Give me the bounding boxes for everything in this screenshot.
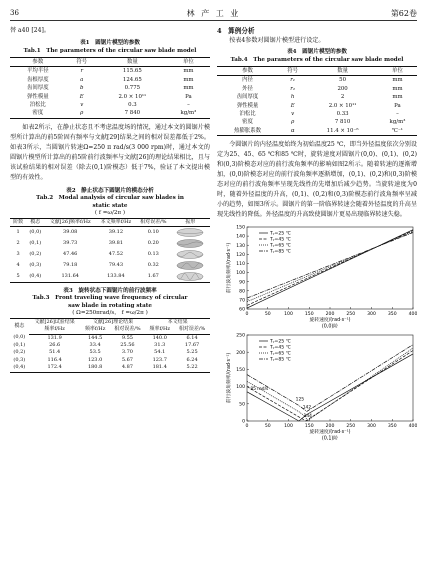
y-tick-label: 150 xyxy=(236,368,245,374)
table1-caption-cn: 表1 圆锯片模型的参数 xyxy=(80,40,140,46)
y-tick-label: 50 xyxy=(239,402,245,408)
paragraph-analysis: 令圆锯片的内径温度始终为初始温度25 ℃，即当外径温度依次分别设定为25、45、65 ℃和85 ℃时，旋转速度对圆锯片(0,0)、(0,1)、(0,2)和(0,3)阶模态对应的前行波角频率的影响如图2所示。随着转速的逐渐增加，(0,0)阶模态对应的前行波角频率逐渐增加，(0,1)、(0,2)和(0,3)阶模态对应的前行波角频率呈现先线性的先增加后减少趋势。当旋转速度为0时，随着外径温度的升高，(0,1)、(0,2)和(0,3)阶模态前行波角频率呈减小的趋势，如图3所示。圆锯片的第一阶临界转速会随着外径温度的升高呈现先线性的降低。外径温度的升高致使圆锯片更易出现临界转速失稳。 xyxy=(217,141,417,219)
series-line xyxy=(247,354,413,421)
table-cell: ρ xyxy=(291,119,295,126)
table-cell: 5.67 xyxy=(121,356,133,363)
table-cell: 79.43 xyxy=(108,261,124,268)
chart-caption: (0,0)阶 xyxy=(321,324,339,330)
x-tick-label: 350 xyxy=(387,312,397,318)
table-cell: 39.73 xyxy=(63,239,78,246)
table3-caption-en1: Tab.3 Front traveling wave frequency of circular xyxy=(32,295,188,302)
table-row xyxy=(10,364,210,372)
table-cell: 47.52 xyxy=(108,250,124,257)
table-row xyxy=(10,334,210,342)
table-cell: 200 xyxy=(337,85,348,92)
table-cell: mm xyxy=(392,94,403,101)
table-cell: 31.3 xyxy=(154,342,166,349)
table-cell: 123.7 xyxy=(152,356,167,363)
table-cell: b xyxy=(80,85,84,92)
y-axis-label: 前行波角频率/(rad·s⁻¹) xyxy=(227,242,232,294)
table-header: 本文频率f/Hz xyxy=(96,218,136,226)
table4-caption-cn: 表4 圆锯片模型的参数 xyxy=(287,49,347,55)
table-cell: 平均半径 xyxy=(27,68,49,75)
table-cell: h xyxy=(290,94,295,101)
table-cell: 1 xyxy=(16,228,20,235)
table-cell: mm xyxy=(183,76,194,83)
table3 xyxy=(10,318,210,373)
x-tick-label: 100 xyxy=(284,312,293,318)
legend-entry: Tᵧ=25 ℃ xyxy=(270,339,291,345)
legend-entry: Tᵧ=45 ℃ xyxy=(270,237,291,243)
journal-name: 林 产 工 业 xyxy=(186,9,241,18)
table-cell: 33.4 xyxy=(89,342,101,349)
table-cell: 2.0 × 10¹¹ xyxy=(328,102,357,109)
table-header: 参数 xyxy=(217,67,278,76)
table-cell: 齿间厚度 xyxy=(236,94,259,101)
table-cell: 11.4 × 10⁻⁶ xyxy=(307,127,378,136)
page-header xyxy=(10,6,417,21)
y-tick-label: 150 xyxy=(236,225,245,231)
table-cell: 3 xyxy=(16,250,20,257)
legend-entry: Tᵧ=25 ℃ xyxy=(270,231,291,237)
table-cell: 54.1 xyxy=(154,349,166,356)
table-cell: v xyxy=(291,111,295,118)
table3-caption-cn: 表3 旋转状态下圆锯片的前行波频率 xyxy=(63,287,157,294)
table-cell: 0.3 xyxy=(128,102,137,109)
mode-shape-image xyxy=(171,260,210,271)
legend-entry: Tᵧ=85 ℃ xyxy=(270,249,291,255)
mode-shape-icon xyxy=(175,271,205,282)
x-tick-label: 250 xyxy=(346,312,356,318)
table-cell: 47.46 xyxy=(63,250,78,257)
x-tick-label: 300 xyxy=(367,312,376,318)
table-header: 相对误差/% xyxy=(136,218,171,226)
table-cell: 0.13 xyxy=(147,250,159,257)
table-header: 文献[26]试验结果 xyxy=(29,318,81,326)
table-header: 文献[26]理论结果 xyxy=(81,318,146,326)
fragment-text: 替 a40 [24]。 xyxy=(10,27,50,34)
table-cell: 齿根厚度 xyxy=(27,76,49,83)
table4-caption-en: Tab.4 The parameters of the circular saw blade model xyxy=(230,56,404,63)
table-cell: 5.25 xyxy=(186,349,198,356)
y-tick-label: 100 xyxy=(236,271,245,277)
table-cell: 5.22 xyxy=(174,364,210,372)
x-axis-label: 旋转速度/(rad·s⁻¹) xyxy=(309,430,351,436)
table-cell: 2.0 × 10¹¹ xyxy=(118,93,147,100)
table2 xyxy=(10,218,210,283)
mode-shape-icon xyxy=(175,238,205,249)
section-heading: 4 算例分析 xyxy=(217,27,255,35)
table-cell: 131.9 xyxy=(47,334,62,341)
mode-shape-icon xyxy=(175,260,205,271)
table-header: 阶数 xyxy=(10,218,26,226)
table-header: 数量 xyxy=(307,67,378,76)
table-cell: 144.5 xyxy=(87,334,103,341)
legend-entry: Tᵧ=65 ℃ xyxy=(270,351,291,357)
x-tick-label: 350 xyxy=(387,424,397,430)
table-cell: mm xyxy=(183,68,194,75)
table-cell: 密度 xyxy=(242,119,253,126)
table-cell: r₁ xyxy=(290,77,296,84)
table-cell: (0,3) xyxy=(13,356,26,363)
table-cell: 2 xyxy=(340,94,345,101)
table-cell: 0.10 xyxy=(147,228,159,235)
table-cell: (0,3) xyxy=(29,261,42,268)
table-cell: a xyxy=(80,76,84,83)
table-cell: 内径 xyxy=(242,77,253,84)
table-cell: 172.4 xyxy=(29,364,81,372)
mode-shape-image xyxy=(171,226,210,238)
table-row xyxy=(10,109,210,118)
table-row xyxy=(10,260,210,271)
y-tick-label: 90 xyxy=(239,280,245,286)
page-number: 36 xyxy=(10,9,19,17)
y-tick-label: 0 xyxy=(242,419,245,425)
y-tick-label: 70 xyxy=(239,298,245,304)
table-cell: 181.4 xyxy=(145,364,174,372)
table-row xyxy=(217,127,417,136)
y-tick-label: 130 xyxy=(236,244,245,250)
section-intro: 按表4参数对圆锯片模型进行设定。 xyxy=(229,37,325,44)
table-cell: 116.4 xyxy=(47,356,62,363)
table-row xyxy=(10,271,210,283)
table-cell: 25.56 xyxy=(120,342,135,349)
table-row xyxy=(217,76,417,85)
table-cell: 齿间厚度 xyxy=(27,85,49,92)
table-header: 模态 xyxy=(10,318,29,334)
table-cell: 7 810 xyxy=(334,119,351,126)
x-tick-label: 400 xyxy=(408,312,417,318)
table2-condition: ( f =ω/2π ) xyxy=(94,210,126,217)
table2-caption-en2: static state xyxy=(92,202,128,209)
table-row xyxy=(10,226,210,238)
mode-shape-image xyxy=(171,249,210,260)
table-cell: (0,4) xyxy=(10,364,29,372)
y-tick-label: 100 xyxy=(236,385,245,391)
table-cell: 131.64 xyxy=(44,271,96,283)
right-column xyxy=(217,26,417,443)
table-cell: r xyxy=(80,68,84,75)
chart-caption: (0,1)阶 xyxy=(321,436,339,442)
table-cell: 泊松比 xyxy=(239,111,256,118)
table-cell: 2 xyxy=(16,239,20,246)
y-tick-label: 140 xyxy=(236,234,245,240)
table-row xyxy=(10,249,210,260)
table-header: 振形 xyxy=(171,218,210,226)
table-cell: 3.70 xyxy=(121,349,133,356)
table-cell: r₂ xyxy=(290,85,296,92)
x-tick-label: 150 xyxy=(304,312,314,318)
table-row xyxy=(217,118,417,126)
table-row xyxy=(217,85,417,93)
x-tick-label: 100 xyxy=(284,424,293,430)
y-tick-label: 80 xyxy=(239,289,245,295)
table-cell: E xyxy=(290,102,295,109)
table-cell: (0,0) xyxy=(13,334,26,341)
table-cell: 39.08 xyxy=(63,228,78,235)
mode-shape-image xyxy=(171,238,210,249)
critical-speed-annotation: 142 xyxy=(302,405,312,411)
table-cell: (0,1) xyxy=(29,239,42,246)
x-tick-label: 250 xyxy=(346,424,356,430)
legend-entry: Tᵧ=45 ℃ xyxy=(270,345,291,351)
table-cell: 51.4 xyxy=(49,349,61,356)
table-cell: 53.5 xyxy=(89,349,101,356)
table-row xyxy=(10,76,210,84)
table-cell: kg/m³ xyxy=(167,109,210,118)
chart-0-1-order xyxy=(217,331,417,443)
table-row xyxy=(10,342,210,349)
table-cell: (0,0) xyxy=(29,228,42,235)
table-row xyxy=(10,93,210,101)
legend-entry: Tᵧ=65 ℃ xyxy=(270,243,291,249)
table-cell: – xyxy=(187,102,190,109)
y-tick-label: 60 xyxy=(239,307,245,313)
x-tick-label: 300 xyxy=(367,424,376,430)
x-tick-label: 200 xyxy=(325,424,335,430)
table-row xyxy=(10,357,210,364)
table-cell: (0,1) xyxy=(13,342,26,349)
table-cell: 39.12 xyxy=(108,228,124,235)
legend-entry: Tᵧ=85 ℃ xyxy=(270,357,291,363)
table-cell: v xyxy=(80,102,84,109)
table-header: 单位 xyxy=(167,58,210,67)
x-tick-label: 400 xyxy=(408,424,417,430)
paragraph-validation: 如表2所示，在静止状态且不考虑温度场的情况，通过本文的圆锯片模型所计算出的前5阶固有频率与文献[29]结果之间的相对误差都低于2%。如表3所示，当圆锯片转速Ω=250 π rad/s(3 000 rpm)时，通过本文的圆锯片模型所计算出的前5阶前行波频率与文献[26]的理论结果相比，且与该试验结果的相对误差（除去(0,1)阶模态）低于7%，验证了本文提出模型的有效性。 xyxy=(10,123,210,181)
table-cell: 密度 xyxy=(10,109,66,118)
table2-caption-cn: 表2 静止状态下圆锯片的模态分析 xyxy=(66,187,154,194)
chart-0-0-order xyxy=(217,223,417,331)
table-cell: Pa xyxy=(185,93,192,100)
table-row xyxy=(10,238,210,249)
table-header: 参数 xyxy=(10,58,66,67)
table-cell: mm xyxy=(392,85,403,92)
table-cell: 弹性模量 xyxy=(27,93,49,100)
table-header: 数量 xyxy=(98,58,167,67)
table-cell: 外径 xyxy=(242,85,253,92)
table-cell: 0.775 xyxy=(124,85,141,92)
table-row xyxy=(10,84,210,92)
table-cell: 39.81 xyxy=(108,239,124,246)
table-row xyxy=(10,101,210,109)
table-header: 本文结果 xyxy=(145,318,210,326)
y-axis-label: 前行波角频率/(rad·s⁻¹) xyxy=(227,352,232,404)
table-cell: 124.65 xyxy=(122,76,142,83)
critical-speed-annotation: 125 xyxy=(295,397,305,403)
table-cell: 6.14 xyxy=(186,334,198,341)
table-header: 频率f/Hz xyxy=(145,326,174,334)
x-tick-label: 50 xyxy=(264,424,271,430)
table-row xyxy=(217,93,417,101)
x-tick-label: 150 xyxy=(304,424,314,430)
table-cell: ρ xyxy=(66,109,98,118)
table2-caption-en1: Tab.2 Modal analysis of circular saw blades in xyxy=(36,195,184,202)
x-tick-label: 0 xyxy=(245,424,249,430)
table-cell: 26.6 xyxy=(49,342,61,349)
table-cell: 0.32 xyxy=(147,261,159,268)
table-row xyxy=(217,102,417,110)
frequency-annotation: 85 rad/s xyxy=(250,387,269,393)
table-cell: 50 xyxy=(339,77,347,84)
x-tick-label: 0 xyxy=(245,312,249,318)
left-column xyxy=(10,26,210,373)
table-cell: 弹性模量 xyxy=(236,102,259,109)
table-header: 相对误差/% xyxy=(174,326,210,334)
table-cell: 4.87 xyxy=(110,364,146,372)
table-cell: (0,4) xyxy=(26,271,44,283)
table-cell: mm xyxy=(183,85,194,92)
table-cell: 79.18 xyxy=(63,261,78,268)
table-cell: 0.20 xyxy=(147,239,159,246)
table-cell: (0,2) xyxy=(13,349,26,356)
table-cell: mm xyxy=(392,77,403,84)
table3-caption-en2: saw blade in rotating state xyxy=(68,302,152,309)
table-cell: Pa xyxy=(394,102,401,109)
table-header: 符号 xyxy=(66,58,98,67)
table-cell: kg/m³ xyxy=(389,119,406,126)
table-header: 符号 xyxy=(278,67,307,76)
table-cell: – xyxy=(396,111,399,118)
table-cell: 115.65 xyxy=(122,68,142,75)
y-tick-label: 110 xyxy=(236,262,245,268)
table-cell: α xyxy=(278,127,307,136)
mode-shape-icon xyxy=(175,249,205,260)
table-header: 单位 xyxy=(378,67,417,76)
table-cell: E xyxy=(79,93,84,100)
y-tick-label: 200 xyxy=(236,351,245,357)
table-cell: (0,2) xyxy=(29,250,42,257)
table-cell: 5 xyxy=(10,271,26,283)
y-tick-label: 250 xyxy=(236,333,245,339)
table-cell: 180.8 xyxy=(81,364,110,372)
table-cell: 1.67 xyxy=(136,271,171,283)
table-cell: 泊松比 xyxy=(29,102,46,109)
table1-caption-en: Tab.1 The parameters of the circular saw blade model xyxy=(23,47,197,54)
table1 xyxy=(10,57,210,119)
table-cell: 9.55 xyxy=(121,334,133,341)
table-cell: 133.84 xyxy=(96,271,136,283)
table-row xyxy=(217,110,417,118)
y-tick-label: 120 xyxy=(236,253,245,259)
table-header: 频率f/Hz xyxy=(81,326,110,334)
mode-shape-icon xyxy=(175,227,205,238)
table-header: 相对误差/% xyxy=(110,326,146,334)
table-cell: 140.0 xyxy=(152,334,167,341)
table-cell: 0.33 xyxy=(336,111,349,118)
table-header: 模态 xyxy=(26,218,44,226)
table-cell: 热膨胀系数 xyxy=(217,127,278,136)
table-header: 频率f/Hz xyxy=(29,326,81,334)
table-cell: 7 840 xyxy=(98,109,167,118)
table3-condition: ( Ω=250πrad/s， f =ω/2π ) xyxy=(72,310,148,317)
volume-label: 第62卷 xyxy=(390,9,417,18)
x-tick-label: 200 xyxy=(325,312,335,318)
x-tick-label: 50 xyxy=(264,312,271,318)
table-header: 文献[26]频率f/Hz xyxy=(44,218,96,226)
table-cell: 4 xyxy=(16,261,20,268)
table-cell: ℃⁻¹ xyxy=(378,127,417,136)
table-cell: 17.67 xyxy=(184,342,200,349)
x-axis-label: 旋转速度/(rad·s⁻¹) xyxy=(309,318,351,324)
table-row xyxy=(10,67,210,76)
mode-shape-image xyxy=(171,271,210,283)
table-row xyxy=(10,349,210,356)
table4 xyxy=(217,66,417,136)
critical-speed-annotation: 144 xyxy=(303,414,312,420)
table-cell: 6.24 xyxy=(186,356,198,363)
table-cell: 123.0 xyxy=(87,356,103,363)
